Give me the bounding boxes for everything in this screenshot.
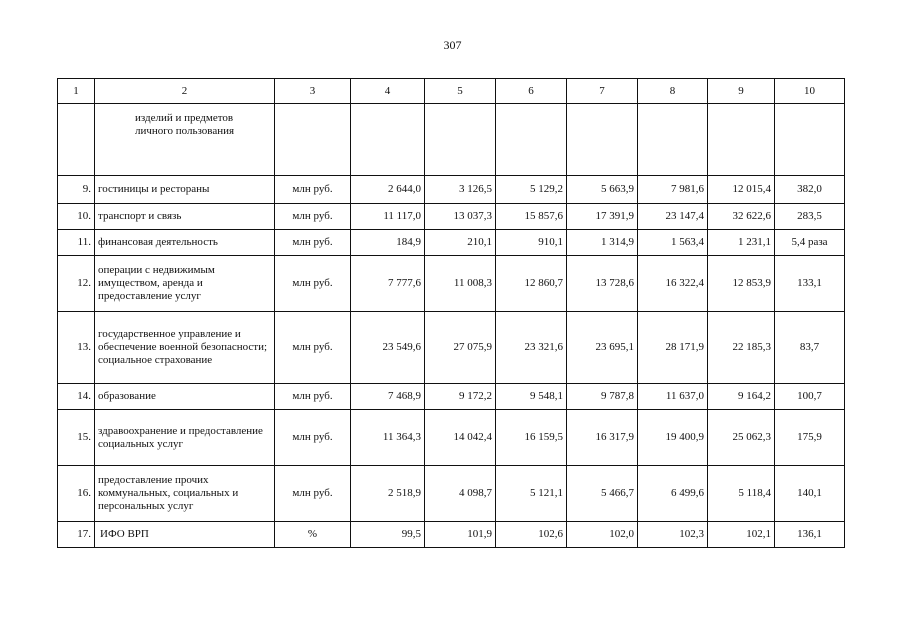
row-value: 5 466,7 bbox=[567, 466, 638, 522]
row-value: 184,9 bbox=[351, 230, 425, 256]
row-value: 19 400,9 bbox=[638, 410, 708, 466]
row-value: 9 172,2 bbox=[425, 384, 496, 410]
row-value: 4 098,7 bbox=[425, 466, 496, 522]
row-unit: млн руб. bbox=[275, 230, 351, 256]
row-value: 11 117,0 bbox=[351, 204, 425, 230]
row-value: 2 644,0 bbox=[351, 176, 425, 204]
row-value: 7 981,6 bbox=[638, 176, 708, 204]
row-value: 12 860,7 bbox=[496, 256, 567, 312]
row-number: 10. bbox=[58, 204, 95, 230]
column-header: 4 bbox=[351, 79, 425, 104]
row-unit: % bbox=[275, 522, 351, 548]
row-value: 7 468,9 bbox=[351, 384, 425, 410]
column-header: 3 bbox=[275, 79, 351, 104]
row-number: 14. bbox=[58, 384, 95, 410]
table-row-continuation bbox=[58, 104, 845, 176]
row-value: 12 015,4 bbox=[708, 176, 775, 204]
row-unit: млн руб. bbox=[275, 466, 351, 522]
row-value: 102,1 bbox=[708, 522, 775, 548]
column-header: 9 bbox=[708, 79, 775, 104]
row-value bbox=[425, 104, 496, 176]
table-row bbox=[58, 384, 845, 410]
table-row bbox=[58, 466, 845, 522]
row-value: 102,6 bbox=[496, 522, 567, 548]
row-value: 1 231,1 bbox=[708, 230, 775, 256]
statistics-table bbox=[57, 78, 845, 548]
row-value: 100,7 bbox=[775, 384, 845, 410]
row-value: 9 787,8 bbox=[567, 384, 638, 410]
row-value: 11 008,3 bbox=[425, 256, 496, 312]
row-number: 11. bbox=[58, 230, 95, 256]
column-header: 7 bbox=[567, 79, 638, 104]
row-value: 5 129,2 bbox=[496, 176, 567, 204]
row-number: 12. bbox=[58, 256, 95, 312]
table-row bbox=[58, 176, 845, 204]
row-number: 9. bbox=[58, 176, 95, 204]
row-label: ИФО ВРП bbox=[95, 522, 275, 548]
page-number: 307 bbox=[443, 38, 462, 52]
row-value bbox=[638, 104, 708, 176]
row-value: 9 548,1 bbox=[496, 384, 567, 410]
row-value: 27 075,9 bbox=[425, 312, 496, 384]
row-number: 17. bbox=[58, 522, 95, 548]
table-row bbox=[58, 204, 845, 230]
row-value bbox=[708, 104, 775, 176]
column-header: 10 bbox=[775, 79, 845, 104]
row-value: 16 322,4 bbox=[638, 256, 708, 312]
row-value: 7 777,6 bbox=[351, 256, 425, 312]
row-value: 2 518,9 bbox=[351, 466, 425, 522]
row-value: 5 118,4 bbox=[708, 466, 775, 522]
table-row bbox=[58, 522, 845, 548]
row-unit: млн руб. bbox=[275, 384, 351, 410]
row-value: 1 314,9 bbox=[567, 230, 638, 256]
row-unit: млн руб. bbox=[275, 204, 351, 230]
row-value: 5 121,1 bbox=[496, 466, 567, 522]
table-row bbox=[58, 312, 845, 384]
row-label: операции с недвижимым имуществом, аренда и предоставление услуг bbox=[95, 256, 275, 312]
row-value: 23 147,4 bbox=[638, 204, 708, 230]
row-value: 16 159,5 bbox=[496, 410, 567, 466]
row-value: 16 317,9 bbox=[567, 410, 638, 466]
row-label: финансовая деятельность bbox=[95, 230, 275, 256]
row-unit: млн руб. bbox=[275, 410, 351, 466]
row-value: 3 126,5 bbox=[425, 176, 496, 204]
row-label: гостиницы и рестораны bbox=[95, 176, 275, 204]
row-value: 32 622,6 bbox=[708, 204, 775, 230]
row-value: 140,1 bbox=[775, 466, 845, 522]
row-number: 13. bbox=[58, 312, 95, 384]
table-row bbox=[58, 410, 845, 466]
row-value: 283,5 bbox=[775, 204, 845, 230]
row-unit bbox=[275, 104, 351, 176]
row-value: 102,3 bbox=[638, 522, 708, 548]
row-value: 23 549,6 bbox=[351, 312, 425, 384]
row-value: 12 853,9 bbox=[708, 256, 775, 312]
row-value bbox=[351, 104, 425, 176]
row-value: 25 062,3 bbox=[708, 410, 775, 466]
column-header: 1 bbox=[58, 79, 95, 104]
row-value: 23 321,6 bbox=[496, 312, 567, 384]
column-header: 5 bbox=[425, 79, 496, 104]
row-number bbox=[58, 104, 95, 176]
row-number: 15. bbox=[58, 410, 95, 466]
row-value: 175,9 bbox=[775, 410, 845, 466]
row-label: транспорт и связь bbox=[95, 204, 275, 230]
row-value: 13 037,3 bbox=[425, 204, 496, 230]
table-header-row bbox=[58, 79, 845, 104]
row-value: 101,9 bbox=[425, 522, 496, 548]
row-value: 382,0 bbox=[775, 176, 845, 204]
row-value: 99,5 bbox=[351, 522, 425, 548]
column-header: 2 bbox=[95, 79, 275, 104]
row-value: 14 042,4 bbox=[425, 410, 496, 466]
row-value bbox=[496, 104, 567, 176]
row-value: 23 695,1 bbox=[567, 312, 638, 384]
row-unit: млн руб. bbox=[275, 176, 351, 204]
row-value: 11 637,0 bbox=[638, 384, 708, 410]
row-unit: млн руб. bbox=[275, 312, 351, 384]
column-header: 6 bbox=[496, 79, 567, 104]
row-value bbox=[775, 104, 845, 176]
table-row bbox=[58, 230, 845, 256]
row-unit: млн руб. bbox=[275, 256, 351, 312]
row-value: 210,1 bbox=[425, 230, 496, 256]
row-value: 102,0 bbox=[567, 522, 638, 548]
row-number: 16. bbox=[58, 466, 95, 522]
row-label: государственное управление и обеспечение военной безопасности; социальное страхование bbox=[95, 312, 275, 384]
row-label: здравоохранение и предоставление социальных услуг bbox=[95, 410, 275, 466]
row-value: 22 185,3 bbox=[708, 312, 775, 384]
row-value: 83,7 bbox=[775, 312, 845, 384]
row-value: 6 499,6 bbox=[638, 466, 708, 522]
row-label: образование bbox=[95, 384, 275, 410]
row-value: 1 563,4 bbox=[638, 230, 708, 256]
table-row bbox=[58, 256, 845, 312]
row-value: 15 857,6 bbox=[496, 204, 567, 230]
row-value: 9 164,2 bbox=[708, 384, 775, 410]
row-value: 28 171,9 bbox=[638, 312, 708, 384]
row-value bbox=[567, 104, 638, 176]
row-value: 136,1 bbox=[775, 522, 845, 548]
row-value: 5,4 раза bbox=[775, 230, 845, 256]
column-header: 8 bbox=[638, 79, 708, 104]
row-value: 13 728,6 bbox=[567, 256, 638, 312]
row-value: 17 391,9 bbox=[567, 204, 638, 230]
row-value: 11 364,3 bbox=[351, 410, 425, 466]
row-value: 5 663,9 bbox=[567, 176, 638, 204]
row-label: изделий и предметов личного пользования bbox=[95, 104, 275, 176]
row-label: предоставление прочих коммунальных, социальных и персональных услуг bbox=[95, 466, 275, 522]
row-value: 133,1 bbox=[775, 256, 845, 312]
row-value: 910,1 bbox=[496, 230, 567, 256]
